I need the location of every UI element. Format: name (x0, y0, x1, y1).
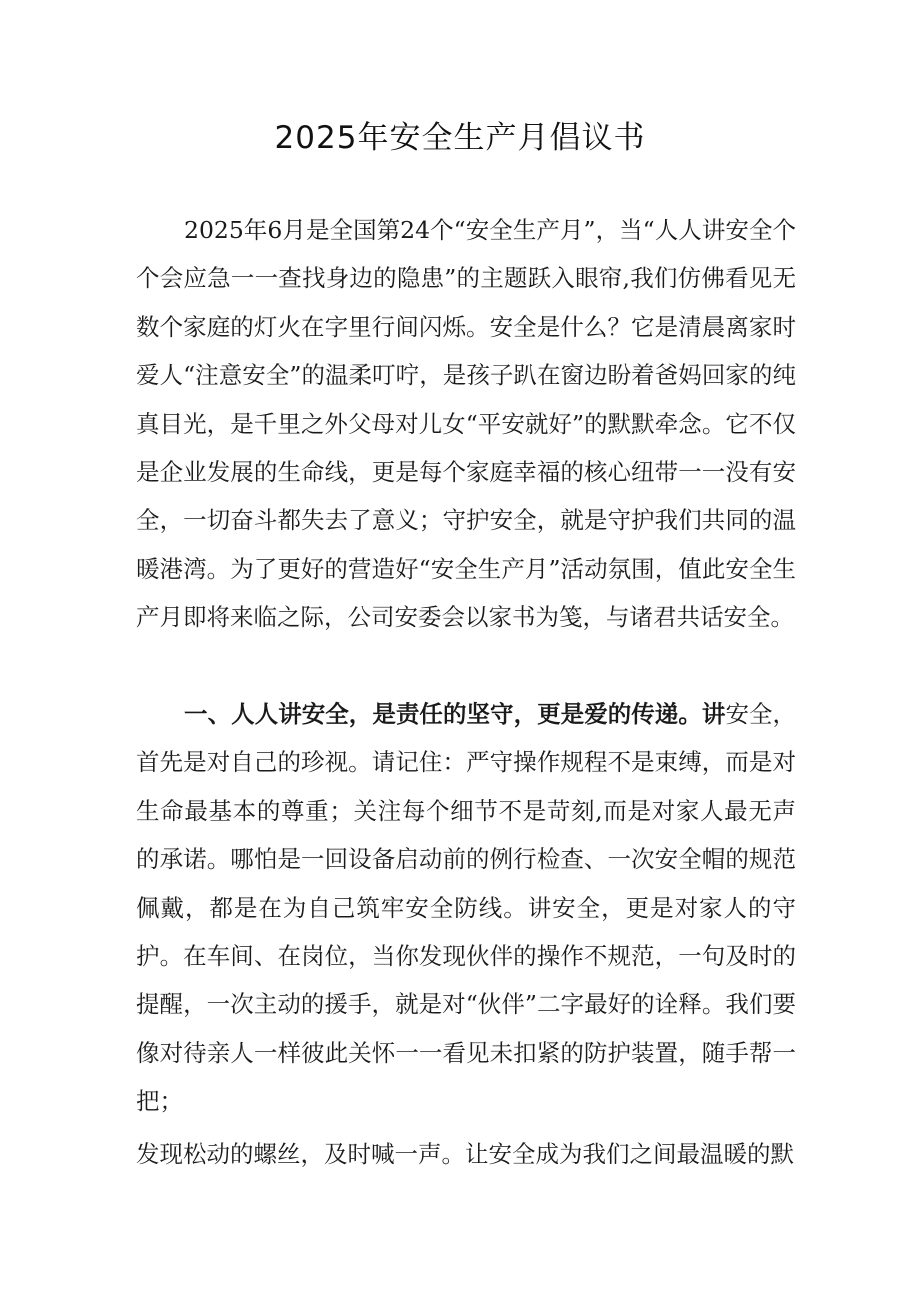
section-one-heading: 一、人人讲安全，是责任的坚守，更是爱的传递。讲 (184, 700, 726, 728)
section-one-paragraph (136, 690, 796, 1126)
document-title: 2025年安全生产月倡议书 (274, 120, 646, 156)
section-one-continued: 发现松动的螺丝，及时喊一声。让安全成为我们之间最温暖的默 (136, 1140, 794, 1168)
intro-paragraph (136, 206, 796, 690)
section-one-text: 安全，首先是对自己的珍视。请记住：严守操作规程不是束缚，而是对生命最基本的尊重；关注每个细节不是苛刻,而是对家人最无声的承诺。哪怕是一回设备启动前的例行检查、一次安全帽的规范佩戴，都是在为自己筑牢安全防线。讲安全，更是对家人的守护。在车间、在岗位，当你发现伙伴的操作不规范，一句及时的提醒，一次主动的援手，就是对“伙伴”二字最好的诠释。我们要像对待亲人一样彼此关怀一一看见未扣紧的防护装置，随手帮一把； (136, 700, 797, 1116)
intro-paragraph-text: 2025年6月是全国第24个“安全生产月”，当“人人讲安全个个会应急一一查找身边的隐患”的主题跃入眼帘,我们仿佛看见无数个家庭的灯火在字里行间闪烁。安全是什么？它是清晨离家时爱人“注意安全”的温柔叮咛，是孩子趴在窗边盼着爸妈回家的纯真目光，是千里之外父母对儿女“平安就好”的默默牵念。它不仅是企业发展的生命线，更是每个家庭幸福的核心纽带一一没有安全，一切奋斗都失去了意义；守护安全，就是守护我们共同的温暖港湾。为了更好的营造好“安全生产月”活动氛围，值此安全生产月即将来临之际，公司安委会以家书为笺，与诸君共话安全。 (136, 216, 796, 632)
